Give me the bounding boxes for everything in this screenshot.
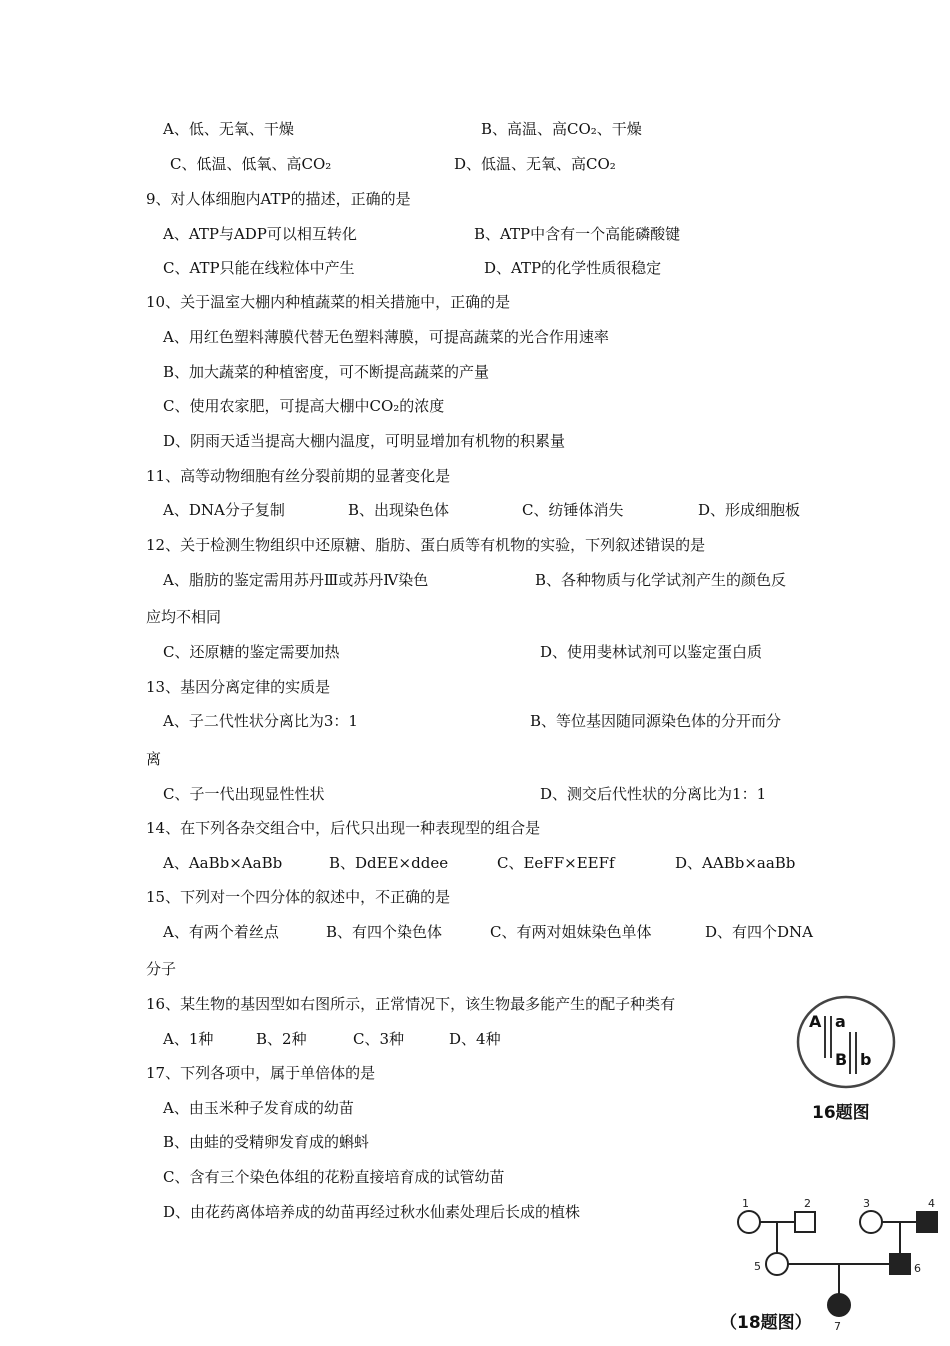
- q11-option-a: A、DNA分子复制: [163, 501, 285, 519]
- q17-option-d: D、由花药离体培养成的幼苗再经过秋水仙素处理后长成的植株: [163, 1203, 581, 1221]
- q9-option-a: A、ATP与ADP可以相互转化: [163, 225, 357, 243]
- q12-option-c: C、还原糖的鉴定需要加热: [163, 643, 340, 661]
- fig16-gene-A: A: [809, 1012, 822, 1031]
- pedigree-individual-3: [860, 1211, 882, 1233]
- fig16-cell-membrane: [798, 997, 894, 1087]
- q15-option-b: B、有四个染色体: [326, 923, 443, 941]
- q17-stem: 17、下列各项中，属于单倍体的是: [146, 1064, 376, 1082]
- pedigree-individual-5: [766, 1253, 788, 1275]
- q12-option-d: D、使用斐林试剂可以鉴定蛋白质: [540, 643, 763, 661]
- q13-stem: 13、基因分离定律的实质是: [146, 678, 331, 696]
- q12-option-a: A、脂肪的鉴定需用苏丹Ⅲ或苏丹Ⅳ染色: [163, 571, 429, 589]
- q14-stem: 14、在下列各杂交组合中，后代只出现一种表现型的组合是: [146, 819, 541, 837]
- fig16-cell-diagram: [794, 994, 898, 1094]
- q8-option-a: A、低、无氧、干燥: [163, 120, 294, 138]
- q13-option-d: D、测交后代性状的分离比为1：1: [540, 785, 767, 803]
- q14-option-b: B、DdEE×ddee: [329, 854, 449, 872]
- pedigree-individual-1: [738, 1211, 760, 1233]
- q15-option-a: A、有两个着丝点: [163, 923, 279, 941]
- q9-option-d: D、ATP的化学性质很稳定: [484, 259, 662, 277]
- q8-option-d: D、低温、无氧、高CO₂: [454, 155, 616, 173]
- q16-option-a: A、1种: [163, 1030, 214, 1048]
- q10-option-a: A、用红色塑料薄膜代替无色塑料薄膜，可提高蔬菜的光合作用速率: [163, 328, 609, 346]
- q15-option-c: C、有两对姐妹染色单体: [490, 923, 652, 941]
- q14-option-c: C、EeFF×EEFf: [497, 854, 615, 872]
- pedigree-label-2: 2: [804, 1197, 811, 1210]
- q10-option-b: B、加大蔬菜的种植密度，可不断提高蔬菜的产量: [163, 363, 490, 381]
- q16-option-c: C、3种: [353, 1030, 405, 1048]
- q16-option-d: D、4种: [449, 1030, 501, 1048]
- q11-option-d: D、形成细胞板: [698, 501, 801, 519]
- q13-option-b-line1: B、等位基因随同源染色体的分开而分: [530, 712, 782, 730]
- q11-option-c: C、纺锤体消失: [522, 501, 624, 519]
- pedigree-individual-4: [917, 1212, 937, 1232]
- q11-option-b: B、出现染色体: [348, 501, 450, 519]
- pedigree-label-3: 3: [863, 1197, 870, 1210]
- fig16-gene-b: b: [860, 1050, 872, 1069]
- q10-stem: 10、关于温室大棚内种植蔬菜的相关措施中，正确的是: [146, 293, 511, 311]
- q17-option-c: C、含有三个染色体组的花粉直接培育成的试管幼苗: [163, 1168, 505, 1186]
- q15-stem: 15、下列对一个四分体的叙述中，不正确的是: [146, 888, 451, 906]
- q17-option-b: B、由蛙的受精卵发育成的蝌蚪: [163, 1133, 370, 1151]
- q15-option-d-line2: 分子: [146, 960, 177, 978]
- q10-option-d: D、阴雨天适当提高大棚内温度，可明显增加有机物的积累量: [163, 432, 566, 450]
- pedigree-label-7: 7: [834, 1320, 841, 1333]
- q13-option-a: A、子二代性状分离比为3：1: [163, 712, 358, 730]
- q13-option-c: C、子一代出现显性性状: [163, 785, 325, 803]
- q9-option-c: C、ATP只能在线粒体中产生: [163, 259, 355, 277]
- q12-option-b-line2: 应均不相同: [146, 608, 222, 626]
- q9-option-b: B、ATP中含有一个高能磷酸键: [474, 225, 681, 243]
- q16-option-b: B、2种: [256, 1030, 307, 1048]
- fig16-gene-a: a: [835, 1012, 846, 1031]
- q16-stem: 16、某生物的基因型如右图所示，正常情况下，该生物最多能产生的配子种类有: [146, 995, 676, 1013]
- fig18-caption: （18题图）: [720, 1313, 812, 1333]
- q12-stem: 12、关于检测生物组织中还原糖、脂肪、蛋白质等有机物的实验，下列叙述错误的是: [146, 536, 706, 554]
- q13-option-b-line2: 离: [146, 750, 162, 768]
- pedigree-individual-2: [795, 1212, 815, 1232]
- pedigree-label-1: 1: [742, 1197, 749, 1210]
- q12-option-b-line1: B、各种物质与化学试剂产生的颜色反: [535, 571, 787, 589]
- q8-option-c: C、低温、低氧、高CO₂: [170, 155, 332, 173]
- q11-stem: 11、高等动物细胞有丝分裂前期的显著变化是: [146, 467, 451, 485]
- pedigree-individual-7: [828, 1294, 850, 1316]
- q14-option-d: D、AABb×aaBb: [675, 854, 796, 872]
- fig16-caption: 16题图: [812, 1103, 870, 1123]
- fig16-gene-B: B: [835, 1050, 848, 1069]
- pedigree-label-4: 4: [928, 1197, 935, 1210]
- pedigree-label-6: 6: [914, 1262, 921, 1275]
- pedigree-label-5: 5: [754, 1260, 761, 1273]
- q14-option-a: A、AaBb×AaBb: [163, 854, 283, 872]
- q9-stem: 9、对人体细胞内ATP的描述，正确的是: [146, 190, 411, 208]
- pedigree-individual-6: [890, 1254, 910, 1274]
- q10-option-c: C、使用农家肥，可提高大棚中CO₂的浓度: [163, 397, 445, 415]
- q17-option-a: A、由玉米种子发育成的幼苗: [163, 1099, 354, 1117]
- q8-option-b: B、高温、高CO₂、干燥: [481, 120, 642, 138]
- q15-option-d-line1: D、有四个DNA: [705, 923, 814, 941]
